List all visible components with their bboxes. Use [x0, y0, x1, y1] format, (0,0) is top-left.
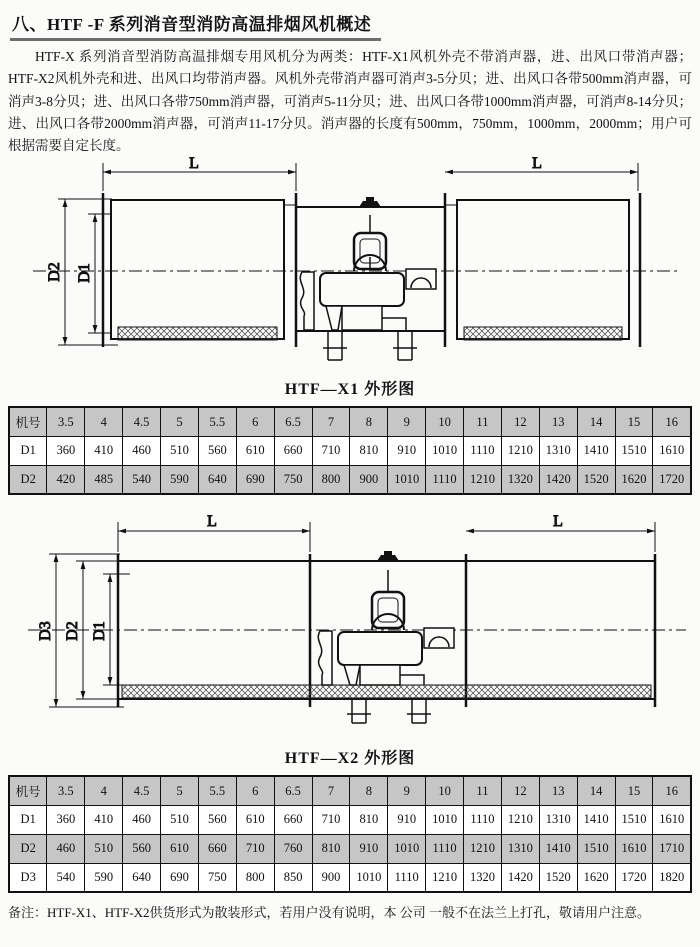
- value-cell: 10: [426, 407, 464, 436]
- support-leg: [407, 699, 431, 723]
- intro-paragraph: HTF-X 系列消音型消防高温排烟专用风机分为两类：HTF-X1风机外壳不带消声器，进、出风口带消声器；HTF-X2风机外壳和进、出风口均带消声器。风机外壳带消声器可消声3-5分贝；进、出风口各带500mm消声器，可消声3-8分贝；进、出风口各带750mm消声器，可消声5-11分贝；进、出风口各带1000mm消声器，可消声8-14分贝；进、出风口各带2000mm消声器，可消声11-17分贝。消声器的长度有500mm，750mm，1000mm，2000mm；用户可根据需要自定长度。: [8, 49, 692, 154]
- value-cell: 560: [123, 834, 161, 863]
- value-cell: 1420: [501, 863, 539, 892]
- value-cell: 1510: [577, 834, 615, 863]
- value-cell: 12: [501, 776, 539, 805]
- value-cell: 1510: [615, 436, 653, 465]
- value-cell: 1010: [426, 436, 464, 465]
- value-cell: 8: [350, 407, 388, 436]
- value-cell: 800: [236, 863, 274, 892]
- value-cell: 410: [85, 436, 123, 465]
- value-cell: 910: [350, 834, 388, 863]
- dim-label-l: L: [207, 513, 217, 531]
- junction-box: [372, 592, 404, 628]
- acoustic-lining-hatch: [118, 327, 277, 340]
- value-cell: 710: [312, 805, 350, 834]
- value-cell: 12: [501, 407, 539, 436]
- belt-guard: [318, 631, 332, 685]
- table-header-row: [9, 776, 691, 805]
- value-cell: 14: [577, 407, 615, 436]
- value-cell: 1210: [501, 436, 539, 465]
- value-cell: 1210: [501, 805, 539, 834]
- dimension-l-right: [445, 157, 638, 191]
- value-cell: 1610: [653, 805, 691, 834]
- fan-unit: [296, 193, 445, 360]
- value-cell: 910: [388, 805, 426, 834]
- dimension-table-x2: [8, 775, 692, 893]
- value-cell: 1110: [464, 805, 502, 834]
- value-cell: 1010: [350, 863, 388, 892]
- value-cell: 7: [312, 407, 350, 436]
- value-cell: 13: [539, 407, 577, 436]
- figure-htf-x2: [8, 504, 692, 768]
- value-cell: 6.5: [274, 407, 312, 436]
- value-cell: 1720: [615, 863, 653, 892]
- value-cell: 540: [47, 863, 85, 892]
- value-cell: 540: [123, 465, 161, 494]
- belt-guard: [300, 272, 314, 330]
- value-cell: 11: [464, 776, 502, 805]
- row-label-cell: D2: [9, 834, 47, 863]
- dim-label-d2: D2: [64, 621, 81, 642]
- value-cell: 15: [615, 776, 653, 805]
- silencer-right: [445, 193, 640, 347]
- value-cell: 1210: [464, 834, 502, 863]
- value-cell: 5: [161, 776, 199, 805]
- value-cell: 9: [388, 407, 426, 436]
- figure-caption-x1: HTF—X1 外形图: [284, 381, 416, 399]
- value-cell: 5.5: [198, 776, 236, 805]
- value-cell: 1720: [653, 465, 691, 494]
- dim-label-l: L: [189, 157, 199, 173]
- value-cell: 1510: [615, 805, 653, 834]
- value-cell: 1520: [539, 863, 577, 892]
- value-cell: 4: [85, 407, 123, 436]
- value-cell: 1110: [426, 834, 464, 863]
- dimension-l-right: [466, 513, 655, 552]
- value-cell: 1410: [577, 805, 615, 834]
- value-cell: 1310: [539, 805, 577, 834]
- lifting-lug: [377, 551, 399, 561]
- table-row: [9, 436, 691, 465]
- value-cell: 6.5: [274, 776, 312, 805]
- dimension-d1: [76, 214, 112, 333]
- value-cell: 1410: [577, 436, 615, 465]
- value-cell: 510: [161, 436, 199, 465]
- value-cell: 11: [464, 407, 502, 436]
- value-cell: 560: [198, 805, 236, 834]
- value-cell: 1820: [653, 863, 691, 892]
- value-cell: 1710: [653, 834, 691, 863]
- value-cell: 660: [274, 436, 312, 465]
- value-cell: 1010: [388, 465, 426, 494]
- value-cell: 640: [198, 465, 236, 494]
- value-cell: 6: [236, 407, 274, 436]
- value-cell: 5: [161, 407, 199, 436]
- page-title: 八、HTF -F 系列消音型消防高温排烟风机概述: [10, 6, 381, 41]
- value-cell: 1520: [577, 465, 615, 494]
- support-leg: [347, 699, 371, 723]
- figure-htf-x1: [8, 157, 692, 399]
- motor-body: [338, 632, 422, 665]
- value-cell: 810: [350, 436, 388, 465]
- value-cell: 1610: [653, 436, 691, 465]
- value-cell: 690: [236, 465, 274, 494]
- dimension-l-left: [118, 513, 310, 552]
- lifting-lug: [359, 197, 381, 207]
- dimension-l-left: [103, 157, 296, 191]
- value-cell: 1620: [577, 863, 615, 892]
- table-row: [9, 805, 691, 834]
- row-label-cell: 机号: [9, 776, 47, 805]
- value-cell: 1110: [388, 863, 426, 892]
- value-cell: 900: [350, 465, 388, 494]
- value-cell: 1210: [426, 863, 464, 892]
- value-cell: 610: [236, 436, 274, 465]
- value-cell: 710: [236, 834, 274, 863]
- value-cell: 1620: [615, 465, 653, 494]
- acoustic-lining-hatch: [464, 327, 622, 340]
- value-cell: 8: [350, 776, 388, 805]
- value-cell: 1010: [426, 805, 464, 834]
- value-cell: 660: [198, 834, 236, 863]
- value-cell: 760: [274, 834, 312, 863]
- value-cell: 1320: [501, 465, 539, 494]
- value-cell: 16: [653, 407, 691, 436]
- table-row: [9, 863, 691, 892]
- dim-label-l: L: [532, 157, 542, 173]
- row-label-cell: D3: [9, 863, 47, 892]
- value-cell: 1210: [464, 465, 502, 494]
- value-cell: 810: [312, 834, 350, 863]
- value-cell: 750: [274, 465, 312, 494]
- value-cell: 900: [312, 863, 350, 892]
- value-cell: 1110: [464, 436, 502, 465]
- value-cell: 910: [388, 436, 426, 465]
- figure-caption-x2: HTF—X2 外形图: [284, 750, 416, 768]
- row-label-cell: D2: [9, 465, 47, 494]
- value-cell: 14: [577, 776, 615, 805]
- value-cell: 800: [312, 465, 350, 494]
- row-label-cell: D1: [9, 436, 47, 465]
- value-cell: 360: [47, 805, 85, 834]
- value-cell: 690: [161, 863, 199, 892]
- value-cell: 3.5: [47, 776, 85, 805]
- value-cell: 10: [426, 776, 464, 805]
- value-cell: 4.5: [123, 407, 161, 436]
- value-cell: 1320: [464, 863, 502, 892]
- value-cell: 13: [539, 776, 577, 805]
- value-cell: 510: [85, 834, 123, 863]
- value-cell: 420: [47, 465, 85, 494]
- value-cell: 590: [85, 863, 123, 892]
- value-cell: 9: [388, 776, 426, 805]
- value-cell: 460: [123, 805, 161, 834]
- value-cell: 5.5: [198, 407, 236, 436]
- value-cell: 410: [85, 805, 123, 834]
- value-cell: 610: [161, 834, 199, 863]
- value-cell: 3.5: [47, 407, 85, 436]
- support-leg: [393, 331, 417, 360]
- value-cell: 1310: [501, 834, 539, 863]
- value-cell: 710: [312, 436, 350, 465]
- value-cell: 1420: [539, 465, 577, 494]
- dimension-table-x1: [8, 406, 692, 495]
- support-leg: [323, 331, 347, 360]
- acoustic-lining-hatch: [122, 685, 651, 698]
- dim-label-d1: D1: [76, 263, 93, 284]
- value-cell: 590: [161, 465, 199, 494]
- value-cell: 810: [350, 805, 388, 834]
- row-label-cell: 机号: [9, 407, 47, 436]
- value-cell: 485: [85, 465, 123, 494]
- value-cell: 750: [198, 863, 236, 892]
- table-row: [9, 834, 691, 863]
- motor-body: [320, 273, 404, 306]
- value-cell: 16: [653, 776, 691, 805]
- value-cell: 610: [236, 805, 274, 834]
- value-cell: 4.5: [123, 776, 161, 805]
- htf-x1-drawing: [8, 157, 700, 375]
- value-cell: 1110: [426, 465, 464, 494]
- value-cell: 4: [85, 776, 123, 805]
- dim-label-d3: D3: [37, 621, 54, 642]
- table-header-row: [9, 407, 691, 436]
- silencer-left: [103, 193, 296, 347]
- value-cell: 660: [274, 805, 312, 834]
- value-cell: 1610: [615, 834, 653, 863]
- value-cell: 7: [312, 776, 350, 805]
- value-cell: 560: [198, 436, 236, 465]
- value-cell: 460: [47, 834, 85, 863]
- page-header: [8, 6, 692, 41]
- value-cell: 640: [123, 863, 161, 892]
- value-cell: 360: [47, 436, 85, 465]
- value-cell: 1410: [539, 834, 577, 863]
- value-cell: 1010: [388, 834, 426, 863]
- value-cell: 850: [274, 863, 312, 892]
- value-cell: 1310: [539, 436, 577, 465]
- dim-label-d1: D1: [91, 621, 108, 642]
- dim-label-l: L: [553, 513, 563, 531]
- htf-x2-drawing: [8, 504, 700, 744]
- table-row: [9, 465, 691, 494]
- footnote: 备注：HTF-X1、HTF-X2供货形式为散装形式，若用户没有说明，本 公司 一般不在法兰上打孔，敬请用户注意。: [8, 905, 651, 921]
- value-cell: 15: [615, 407, 653, 436]
- dim-label-d2: D2: [46, 262, 63, 283]
- value-cell: 6: [236, 776, 274, 805]
- value-cell: 460: [123, 436, 161, 465]
- row-label-cell: D1: [9, 805, 47, 834]
- value-cell: 510: [161, 805, 199, 834]
